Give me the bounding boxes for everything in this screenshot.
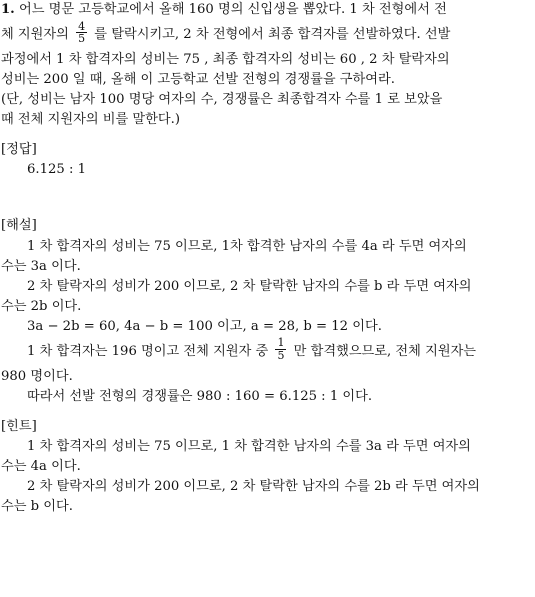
solution-line-1: 1 차 합격자의 성비는 75 이므로, 1차 합격한 남자의 수를 4a 라 두면 여자의 [27, 238, 467, 254]
answer-block [1, 140, 534, 180]
problem-line-4: 성비는 200 일 때, 올해 이 고등학교 선발 전형의 경쟁률을 구하여라. [1, 72, 395, 88]
solution-line-7: 980 명이다. [1, 368, 73, 384]
hint-block [1, 417, 534, 517]
problem-line-6: 때 전체 지원자의 비를 말한다.) [1, 112, 180, 128]
fraction-numerator: 4 [78, 19, 86, 33]
problem-text-2a: 체 지원자의 [1, 27, 69, 43]
fraction-numerator: 1 [277, 336, 285, 350]
solution-text-6a: 1 차 합격자는 196 명이고 전체 지원자 중 [27, 343, 269, 359]
solution-line-5: 3a − 2b = 60, 4a − b = 100 이고, a = 28, b = 12 이다. [27, 318, 382, 334]
solution-text-6b: 만 합격했으므로, 전체 지원자는 [293, 343, 477, 359]
solution-block [1, 216, 534, 407]
fraction-four-fifths [76, 21, 87, 45]
problem-line-5: (단, 성비는 남자 100 명당 여자의 수, 경쟁률은 최종합격자 수를 1 로 보았을 [1, 92, 443, 108]
problem-text-2b: 를 탈락시키고, 2 차 전형에서 최종 합격자를 선발하였다. 선발 [94, 27, 451, 43]
hint-line-1: 1 차 합격자의 성비는 75 이므로, 1 차 합격한 남자의 수를 3a 라 두면 여자의 [27, 439, 471, 454]
hint-line-2: 수는 4a 이다. [1, 459, 81, 475]
problem-line-1 [1, 0, 534, 20]
hint-line-3: 2 차 탈락자의 성비가 200 이므로, 2 차 탈락한 남자의 수를 2b 라 두면 여자의 [27, 479, 480, 495]
answer-value: 6.125 : 1 [27, 162, 86, 178]
problem-line-2 [1, 20, 534, 50]
fraction-denominator: 5 [277, 348, 285, 362]
solution-line-4: 수는 2b 이다. [1, 298, 82, 314]
solution-heading: [해설] [1, 218, 37, 234]
problem-text-1: 어느 명문 고등학교에서 올해 160 명의 신입생을 뽑았다. 1 차 전형에서 전 [18, 2, 447, 17]
solution-line-3: 2 차 탈락자의 성비가 200 이므로, 2 차 탈락한 남자의 수를 b 라 두면 여자의 [27, 278, 472, 294]
solution-line-2: 수는 3a 이다. [1, 258, 81, 274]
fraction-one-fifth [275, 337, 286, 361]
problem-number: 1. [1, 2, 15, 17]
hint-line-4: 수는 b 이다. [1, 499, 73, 515]
solution-line-6 [1, 337, 534, 367]
answer-heading: [정답] [1, 142, 37, 158]
fraction-denominator: 5 [78, 32, 86, 46]
hint-heading: [힌트] [1, 418, 37, 434]
solution-line-8: 따라서 선발 전형의 경쟁률은 980 : 160 = 6.125 : 1 이다. [27, 388, 373, 404]
problem-block [1, 0, 534, 130]
problem-line-3: 과정에서 1 차 합격자의 성비는 75 , 최종 합격자의 성비는 60 , 2 차 탈락자의 [1, 52, 450, 68]
